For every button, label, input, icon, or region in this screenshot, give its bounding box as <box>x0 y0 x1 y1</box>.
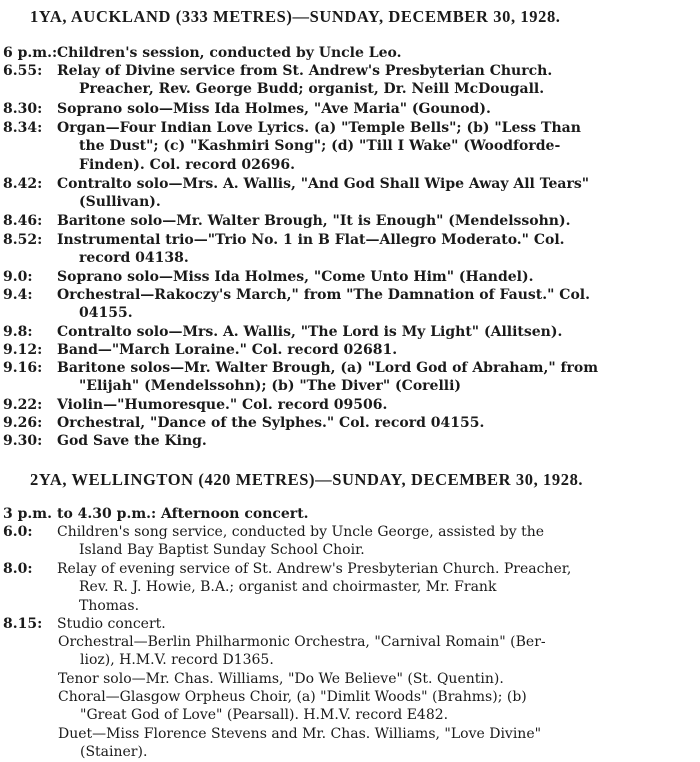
item-time: 9.16: <box>3 360 43 376</box>
item-time: 9.0: <box>3 269 33 285</box>
concert-item: Duet—Miss Florence Stevens and Mr. Chas. Williams, "Love Divine" (Stainer). <box>58 726 542 761</box>
item-text: Children's session, conducted by Uncle Leo. <box>57 45 402 61</box>
concert-item: Choral—Glasgow Orpheus Choir, (a) "Dimlit Woods" (Brahms); (b) "Great God of Love" (Pearsall). H.M.V. record E482. <box>58 689 527 724</box>
item-text: Relay of Divine service from St. Andrew's Presbyterian Church. Preacher, Rev. George Budd; organist, Dr. Neill McDougall. <box>57 63 553 98</box>
item-text: Orchestral—Rakoczy's March," from "The Damnation of Faust." Col. 04155. <box>57 287 590 322</box>
item-text: Orchestral, "Dance of the Sylphes." Col. record 04155. <box>57 415 485 431</box>
item-time: 9.30: <box>3 433 43 449</box>
item-text: Soprano solo—Miss Ida Holmes, "Ave Maria" (Gounod). <box>57 101 491 117</box>
item-text: Children's song service, conducted by Uncle George, assisted by the Island Bay Baptist Sunday School Choir. <box>57 524 545 559</box>
item-text: Organ—Four Indian Love Lyrics. (a) "Temple Bells"; (b) "Less Than the Dust"; (c) "Kashmiri Song"; (d) "Till I Wake" (Woodforde- Finden). Col. record 02696. <box>57 120 581 173</box>
item-text: to 4.30 p.m.: Afternoon concert. <box>57 506 309 522</box>
item-time: 8.15: <box>3 616 43 632</box>
item-time: 9.22: <box>3 397 43 413</box>
item-text: Baritone solos—Mr. Walter Brough, (a) "Lord God of Abraham," from "Elijah" (Mendelssohn); (b) "The Diver" (Corelli) <box>57 360 599 395</box>
item-text: Contralto solo—Mrs. A. Wallis, "The Lord is My Light" (Allitsen). <box>57 324 563 340</box>
item-text: God Save the King. <box>57 433 207 449</box>
item-text: Studio concert. <box>57 616 166 632</box>
concert-item: Tenor solo—Mr. Chas. Williams, "Do We Believe" (St. Quentin). <box>58 671 504 687</box>
item-time: 8.0: <box>3 561 33 577</box>
item-time: 8.52: <box>3 232 43 248</box>
item-time: 6.55: <box>3 63 43 79</box>
item-text: Band—"March Loraine." Col. record 02681. <box>57 342 398 358</box>
item-time: 9.4: <box>3 287 33 303</box>
item-time: 3 p.m. <box>3 506 52 522</box>
item-text: Relay of evening service of St. Andrew's Presbyterian Church. Preacher, Rev. R. J. Howie, B.A.; organist and choirmaster, Mr. Frank Thomas. <box>57 561 572 614</box>
item-time: 8.34: <box>3 120 43 136</box>
item-time: 8.46: <box>3 213 43 229</box>
concert-item: Orchestral—Berlin Philharmonic Orchestra, "Carnival Romain" (Ber- lioz), H.M.V. record D1365. <box>58 634 546 669</box>
item-text: Baritone solo—Mr. Walter Brough, "It is Enough" (Mendelssohn). <box>57 213 571 229</box>
item-time: 9.12: <box>3 342 43 358</box>
auckland-heading: 1YA, AUCKLAND (333 METRES)—SUNDAY, DECEMBER 30, 1928. <box>30 7 561 26</box>
item-time: 9.8: <box>3 324 33 340</box>
item-text: Instrumental trio—"Trio No. 1 in B Flat—Allegro Moderato." Col. record 04138. <box>57 232 565 267</box>
item-time: 6 p.m.: <box>3 45 58 61</box>
item-text: Soprano solo—Miss Ida Holmes, "Come Unto Him" (Handel). <box>57 269 534 285</box>
item-time: 8.42: <box>3 176 43 192</box>
item-time: 6.0: <box>3 524 33 540</box>
item-text: Contralto solo—Mrs. A. Wallis, "And God Shall Wipe Away All Tears" (Sullivan). <box>57 176 590 211</box>
item-time: 9.26: <box>3 415 43 431</box>
item-text: Violin—"Humoresque." Col. record 09506. <box>57 397 388 413</box>
wellington-heading: 2YA, WELLINGTON (420 METRES)—SUNDAY, DECEMBER 30, 1928. <box>30 470 584 489</box>
item-time: 8.30: <box>3 101 43 117</box>
